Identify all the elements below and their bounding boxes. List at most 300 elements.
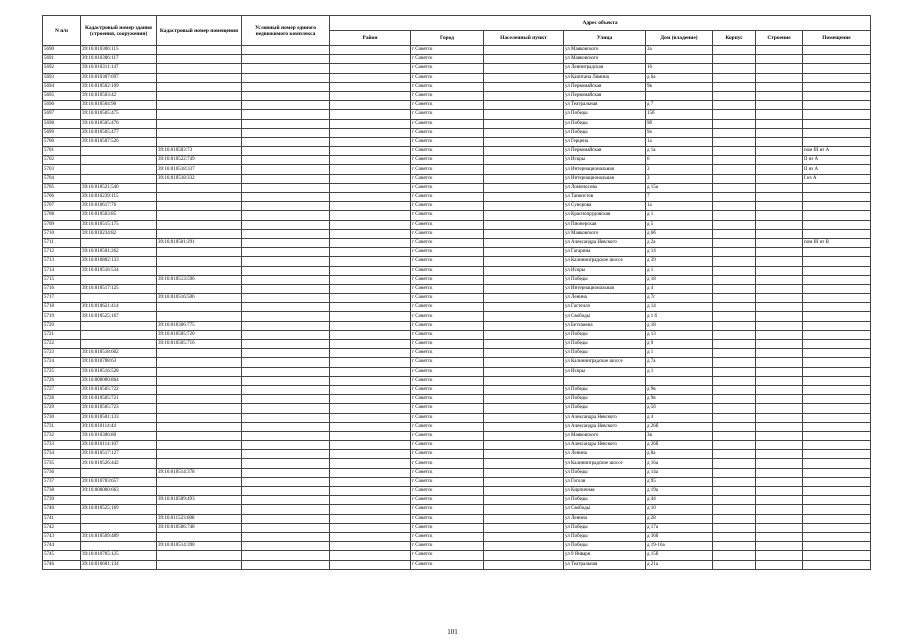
cell-pomeschenie	[803, 229, 871, 238]
cell-pomeschenie: I из А	[803, 174, 871, 183]
cell-city: г Советск	[411, 220, 484, 229]
cell-district	[330, 257, 411, 266]
cell-cad-room	[157, 220, 242, 229]
cell-settlement	[484, 395, 564, 404]
cell-stroenie	[756, 275, 803, 284]
cell-cad-building: 39:16:010515:175	[81, 220, 157, 229]
cell-n: 5716	[43, 284, 81, 293]
cell-city: г Советск	[411, 128, 484, 137]
cell-n: 5746	[43, 560, 81, 569]
header-n: N п/п	[43, 16, 81, 46]
cell-stroenie	[756, 551, 803, 560]
cell-korpus	[713, 385, 756, 394]
cell-korpus	[713, 431, 756, 440]
cell-street: ул Интернациональная	[564, 284, 646, 293]
table-row	[43, 532, 871, 541]
cell-cad-building	[81, 330, 157, 339]
cell-street: ул Искры	[564, 367, 646, 376]
cell-cad-room: 39:16:010518:337	[157, 165, 242, 174]
cell-complex	[242, 349, 330, 358]
cell-house: д 1	[646, 266, 713, 275]
cell-street	[564, 376, 646, 385]
table-row	[43, 349, 871, 358]
cell-stroenie	[756, 367, 803, 376]
cell-n: 5734	[43, 450, 81, 459]
cell-pomeschenie: пом III из А	[803, 147, 871, 156]
cell-complex	[242, 450, 330, 459]
cell-district	[330, 330, 411, 339]
cell-city: г Советск	[411, 238, 484, 247]
cell-complex	[242, 266, 330, 275]
cell-complex	[242, 238, 330, 247]
cell-complex	[242, 82, 330, 91]
cell-pomeschenie	[803, 413, 871, 422]
cell-stroenie	[756, 229, 803, 238]
cell-house: 9а	[646, 128, 713, 137]
cell-street: ул Первомайская	[564, 82, 646, 91]
cell-settlement	[484, 248, 564, 257]
cell-cad-room	[157, 73, 242, 82]
cell-city: г Советск	[411, 119, 484, 128]
cell-korpus	[713, 358, 756, 367]
cell-city: г Советск	[411, 385, 484, 394]
cell-house: д 19-16а	[646, 542, 713, 551]
cell-house: д 4	[646, 284, 713, 293]
table-row	[43, 46, 871, 55]
cell-street: ул Победы	[564, 128, 646, 137]
cell-stroenie	[756, 294, 803, 303]
table-row	[43, 128, 871, 137]
cell-complex	[242, 294, 330, 303]
cell-settlement	[484, 137, 564, 146]
cell-cad-room	[157, 358, 242, 367]
cell-cad-building: 39:16:010516:534	[81, 266, 157, 275]
cell-korpus	[713, 413, 756, 422]
cell-cad-room: 39:16:010513:596	[157, 275, 242, 284]
cell-cad-building: 39:16:010509:489	[81, 532, 157, 541]
cell-settlement	[484, 156, 564, 165]
cell-cad-building: 39:16:010505:722	[81, 385, 157, 394]
cell-city: г Советск	[411, 505, 484, 514]
cell-complex	[242, 147, 330, 156]
cell-city: г Советск	[411, 303, 484, 312]
cell-pomeschenie	[803, 542, 871, 551]
cell-district	[330, 551, 411, 560]
cell-pomeschenie	[803, 202, 871, 211]
cell-settlement	[484, 431, 564, 440]
cell-pomeschenie	[803, 266, 871, 275]
cell-settlement	[484, 487, 564, 496]
cell-n: 5742	[43, 523, 81, 532]
register-sheet	[42, 15, 870, 570]
cell-complex	[242, 202, 330, 211]
cell-city: г Советск	[411, 477, 484, 486]
cell-settlement	[484, 128, 564, 137]
cell-n: 5744	[43, 542, 81, 551]
cell-settlement	[484, 385, 564, 394]
cell-stroenie	[756, 441, 803, 450]
cell-district	[330, 46, 411, 55]
cell-street: ул Маяковского	[564, 46, 646, 55]
cell-n: 5724	[43, 358, 81, 367]
cell-korpus	[713, 55, 756, 64]
table-row	[43, 156, 871, 165]
cell-house	[646, 376, 713, 385]
cell-district	[330, 165, 411, 174]
cell-district	[330, 303, 411, 312]
cell-cad-room	[157, 312, 242, 321]
cell-cad-room	[157, 367, 242, 376]
cell-stroenie	[756, 55, 803, 64]
cell-stroenie	[756, 358, 803, 367]
cell-settlement	[484, 73, 564, 82]
cell-house: д 7г	[646, 294, 713, 303]
cell-cad-building: 39:16:010703:657	[81, 477, 157, 486]
cell-district	[330, 101, 411, 110]
cell-complex	[242, 110, 330, 119]
cell-district	[330, 441, 411, 450]
header-city: Город	[411, 31, 484, 46]
cell-complex	[242, 560, 330, 569]
cell-korpus	[713, 147, 756, 156]
cell-stroenie	[756, 523, 803, 532]
cell-cad-building: 39:16:000000:864	[81, 376, 157, 385]
cell-cad-room	[157, 266, 242, 275]
cell-n: 5693	[43, 73, 81, 82]
cell-stroenie	[756, 468, 803, 477]
cell-city: г Советск	[411, 523, 484, 532]
cell-korpus	[713, 468, 756, 477]
cell-n: 5741	[43, 514, 81, 523]
cell-district	[330, 376, 411, 385]
table-row	[43, 450, 871, 459]
cell-cad-building: 39:16:010505:721	[81, 395, 157, 404]
cell-cad-building: 39:16:010525:169	[81, 505, 157, 514]
cell-street: ул Калининградское шоссе	[564, 358, 646, 367]
cell-house: 1а	[646, 202, 713, 211]
cell-complex	[242, 496, 330, 505]
cell-city: г Советск	[411, 183, 484, 192]
cell-n: 5713	[43, 257, 81, 266]
cell-street: ул Танкистов	[564, 193, 646, 202]
cell-city: г Советск	[411, 165, 484, 174]
cell-pomeschenie	[803, 193, 871, 202]
table-row	[43, 174, 871, 183]
cell-complex	[242, 542, 330, 551]
table-row	[43, 193, 871, 202]
cell-house: 6	[646, 156, 713, 165]
cell-street: ул Герцена	[564, 137, 646, 146]
cell-n: 5711	[43, 238, 81, 247]
table-row	[43, 238, 871, 247]
cell-city: г Советск	[411, 542, 484, 551]
cell-house: 3в	[646, 431, 713, 440]
cell-complex	[242, 248, 330, 257]
cell-district	[330, 542, 411, 551]
cell-pomeschenie	[803, 340, 871, 349]
cell-cad-room	[157, 202, 242, 211]
cell-n: 5732	[43, 431, 81, 440]
cell-n: 5745	[43, 551, 81, 560]
cell-settlement	[484, 193, 564, 202]
cell-n: 5719	[43, 312, 81, 321]
cell-complex	[242, 55, 330, 64]
cell-complex	[242, 321, 330, 330]
cell-pomeschenie	[803, 211, 871, 220]
cell-korpus	[713, 422, 756, 431]
cell-cad-building: 39:16:010306:80	[81, 431, 157, 440]
cell-complex	[242, 119, 330, 128]
cell-street: ул Александра Невского	[564, 413, 646, 422]
cell-city: г Советск	[411, 468, 484, 477]
cell-cad-building	[81, 468, 157, 477]
cell-cad-room: 39:16:010306:775	[157, 321, 242, 330]
cell-pomeschenie	[803, 119, 871, 128]
cell-n: 5702	[43, 156, 81, 165]
cell-cad-room: 39:16:010518:332	[157, 174, 242, 183]
cell-complex	[242, 441, 330, 450]
cell-n: 5700	[43, 137, 81, 146]
cell-settlement	[484, 312, 564, 321]
cell-korpus	[713, 487, 756, 496]
cell-stroenie	[756, 395, 803, 404]
cell-district	[330, 275, 411, 284]
cell-n: 5717	[43, 294, 81, 303]
cell-city: г Советск	[411, 376, 484, 385]
table-row	[43, 367, 871, 376]
cell-cad-room	[157, 193, 242, 202]
cell-korpus	[713, 294, 756, 303]
cell-n: 5740	[43, 505, 81, 514]
header-cad-room: Кадастровый номер помещения	[157, 16, 242, 46]
cell-cad-building: 39:16:010505:477	[81, 128, 157, 137]
cell-pomeschenie	[803, 257, 871, 266]
cell-house: д 36б	[646, 532, 713, 541]
cell-settlement	[484, 303, 564, 312]
cell-district	[330, 459, 411, 468]
cell-stroenie	[756, 174, 803, 183]
cell-cad-room	[157, 110, 242, 119]
header-stroenie: Строение	[756, 31, 803, 46]
cell-n: 5692	[43, 64, 81, 73]
cell-city: г Советск	[411, 257, 484, 266]
cell-n: 5701	[43, 147, 81, 156]
cell-stroenie	[756, 128, 803, 137]
cell-city: г Советск	[411, 413, 484, 422]
cell-settlement	[484, 523, 564, 532]
cell-korpus	[713, 238, 756, 247]
cell-pomeschenie	[803, 137, 871, 146]
cell-cad-building: 39:16:010306:117	[81, 55, 157, 64]
cell-complex	[242, 358, 330, 367]
cell-cad-building	[81, 238, 157, 247]
cell-city: г Советск	[411, 110, 484, 119]
cell-district	[330, 367, 411, 376]
cell-cad-building: 39:16:010621:414	[81, 303, 157, 312]
cell-cad-room	[157, 64, 242, 73]
table-row	[43, 119, 871, 128]
cell-complex	[242, 312, 330, 321]
cell-street: ул Маяковского	[564, 229, 646, 238]
cell-korpus	[713, 128, 756, 137]
cell-korpus	[713, 477, 756, 486]
cell-settlement	[484, 211, 564, 220]
cell-korpus	[713, 248, 756, 257]
cell-cad-building	[81, 496, 157, 505]
cell-district	[330, 91, 411, 100]
cell-complex	[242, 551, 330, 560]
cell-district	[330, 560, 411, 569]
cell-house: д 6а	[646, 73, 713, 82]
cell-cad-room	[157, 284, 242, 293]
cell-stroenie	[756, 101, 803, 110]
cell-district	[330, 64, 411, 73]
cell-street: ул Победы	[564, 275, 646, 284]
cell-settlement	[484, 450, 564, 459]
cell-district	[330, 183, 411, 192]
cell-district	[330, 523, 411, 532]
cell-stroenie	[756, 477, 803, 486]
table-row	[43, 312, 871, 321]
cell-house: д 1	[646, 211, 713, 220]
cell-pomeschenie	[803, 367, 871, 376]
cell-house: д 13	[646, 330, 713, 339]
table-row	[43, 477, 871, 486]
cell-korpus	[713, 174, 756, 183]
cell-korpus	[713, 349, 756, 358]
cell-stroenie	[756, 46, 803, 55]
cell-cad-room	[157, 229, 242, 238]
cell-korpus	[713, 46, 756, 55]
cell-city: г Советск	[411, 441, 484, 450]
cell-n: 5726	[43, 376, 81, 385]
cell-complex	[242, 385, 330, 394]
cell-settlement	[484, 496, 564, 505]
cell-district	[330, 358, 411, 367]
cell-settlement	[484, 91, 564, 100]
cell-street: ул Ломоносова	[564, 183, 646, 192]
cell-stroenie	[756, 376, 803, 385]
table-row	[43, 257, 871, 266]
cell-house: д 5б	[646, 404, 713, 413]
cell-city: г Советск	[411, 137, 484, 146]
cell-pomeschenie	[803, 275, 871, 284]
cell-district	[330, 238, 411, 247]
cell-korpus	[713, 312, 756, 321]
cell-cad-room: 39:16:010501:291	[157, 238, 242, 247]
table-row	[43, 110, 871, 119]
cell-cad-building: 39:16:010501:262	[81, 248, 157, 257]
cell-n: 5727	[43, 385, 81, 394]
cell-pomeschenie	[803, 358, 871, 367]
table-row	[43, 91, 871, 100]
cell-settlement	[484, 560, 564, 569]
cell-korpus	[713, 514, 756, 523]
cell-pomeschenie	[803, 46, 871, 55]
cell-cad-building	[81, 147, 157, 156]
cell-korpus	[713, 156, 756, 165]
table-row	[43, 165, 871, 174]
cell-settlement	[484, 367, 564, 376]
cell-cad-building: 39:16:010526:442	[81, 459, 157, 468]
cell-stroenie	[756, 137, 803, 146]
cell-house: д 1	[646, 349, 713, 358]
cell-complex	[242, 73, 330, 82]
table-row	[43, 284, 871, 293]
table-row	[43, 211, 871, 220]
cell-street: ул Александра Невского	[564, 441, 646, 450]
cell-complex	[242, 284, 330, 293]
cell-stroenie	[756, 505, 803, 514]
cell-city: г Советск	[411, 55, 484, 64]
table-row	[43, 321, 871, 330]
cell-pomeschenie	[803, 128, 871, 137]
cell-cad-room: 39:16:010503:73	[157, 147, 242, 156]
cell-pomeschenie	[803, 523, 871, 532]
table-row	[43, 395, 871, 404]
table-row	[43, 229, 871, 238]
cell-pomeschenie	[803, 64, 871, 73]
cell-city: г Советск	[411, 422, 484, 431]
cell-cad-room: 39:16:010509:493	[157, 496, 242, 505]
cell-city: г Советск	[411, 340, 484, 349]
cell-pomeschenie	[803, 55, 871, 64]
cell-korpus	[713, 551, 756, 560]
cell-korpus	[713, 101, 756, 110]
cell-korpus	[713, 303, 756, 312]
cell-settlement	[484, 257, 564, 266]
cell-settlement	[484, 505, 564, 514]
cell-n: 5707	[43, 202, 81, 211]
cell-cad-room: 39:16:010505:720	[157, 330, 242, 339]
cell-korpus	[713, 211, 756, 220]
cell-street: ул Первомайская	[564, 91, 646, 100]
cell-house: 9в	[646, 82, 713, 91]
cell-n: 5731	[43, 422, 81, 431]
cell-korpus	[713, 183, 756, 192]
cell-complex	[242, 459, 330, 468]
cell-pomeschenie	[803, 431, 871, 440]
cell-city: г Советск	[411, 532, 484, 541]
cell-city: г Советск	[411, 349, 484, 358]
cell-district	[330, 422, 411, 431]
cell-korpus	[713, 450, 756, 459]
cell-house: 1а	[646, 137, 713, 146]
cell-cad-building: 39:16:010307:697	[81, 73, 157, 82]
cell-cad-building: 39:16:010239:115	[81, 193, 157, 202]
cell-district	[330, 82, 411, 91]
cell-complex	[242, 229, 330, 238]
cell-pomeschenie	[803, 284, 871, 293]
cell-cad-building: 39:16:010517:127	[81, 450, 157, 459]
cell-stroenie	[756, 82, 803, 91]
cell-settlement	[484, 82, 564, 91]
cell-street: ул Победы	[564, 349, 646, 358]
header-complex: Условный номер единого недвижимого комплекса	[242, 16, 330, 46]
cell-n: 5735	[43, 459, 81, 468]
cell-cad-building: 39:16:010617:76	[81, 202, 157, 211]
cell-korpus	[713, 496, 756, 505]
cell-cad-building: 39:16:010505:476	[81, 119, 157, 128]
cell-stroenie	[756, 431, 803, 440]
cell-city: г Советск	[411, 91, 484, 100]
cell-house: д 1	[646, 367, 713, 376]
cell-cad-room	[157, 487, 242, 496]
cell-cad-room	[157, 137, 242, 146]
cell-korpus	[713, 73, 756, 82]
cell-korpus	[713, 441, 756, 450]
cell-complex	[242, 376, 330, 385]
